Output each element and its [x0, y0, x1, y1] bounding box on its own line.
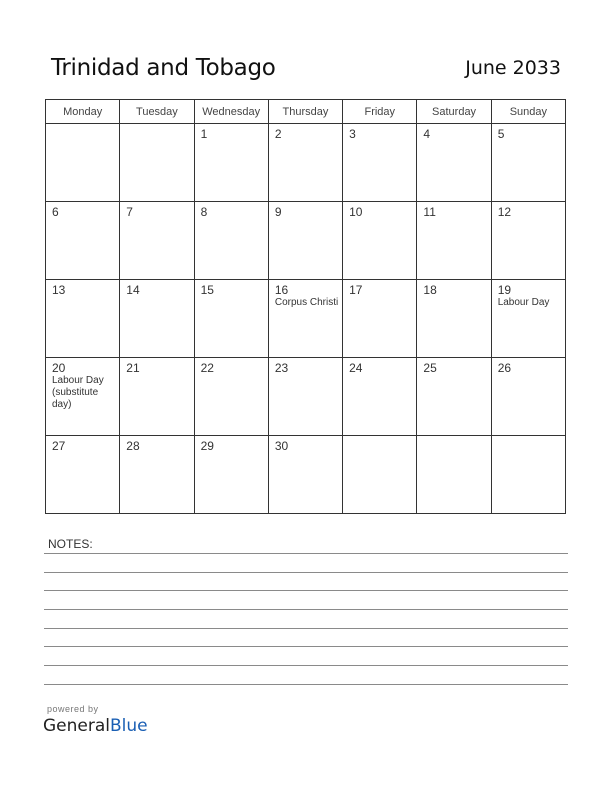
day-number: 9: [274, 205, 282, 219]
day-cell-content: [46, 280, 119, 297]
week-row: [46, 124, 566, 202]
day-cell: [268, 436, 342, 514]
day-cell-content: [492, 280, 565, 309]
day-cell-content: [343, 124, 416, 141]
calendar-month: June 2033: [465, 57, 561, 79]
brand-general: General: [43, 716, 110, 736]
day-cell: [268, 124, 342, 202]
day-number: 21: [126, 361, 140, 375]
day-cell-content: [492, 358, 565, 375]
day-cell: [268, 280, 342, 358]
week-row: [46, 436, 566, 514]
day-cell: [417, 124, 491, 202]
day-cell: [120, 280, 194, 358]
weekday-header-row: [46, 100, 566, 124]
weekday-sunday: Sunday: [491, 100, 565, 124]
day-cell-content: [269, 202, 342, 219]
day-cell-content: [269, 124, 342, 141]
day-cell-content: [120, 202, 193, 219]
day-cell-content: [492, 124, 565, 141]
day-cell: [120, 202, 194, 280]
day-cell: [194, 358, 268, 436]
weekday-saturday: Saturday: [417, 100, 491, 124]
day-cell: [46, 124, 120, 202]
day-cell-content: [417, 124, 490, 141]
day-cell-content: [269, 436, 342, 453]
day-cell: [417, 358, 491, 436]
day-number: 13: [52, 283, 66, 297]
day-cell-content: [343, 280, 416, 297]
day-cell-content: [195, 202, 268, 219]
day-cell-content: [343, 436, 416, 439]
notes-line: [44, 590, 568, 591]
weekday-wednesday: Wednesday: [194, 100, 268, 124]
day-number: 28: [126, 439, 140, 453]
day-cell: [417, 436, 491, 514]
day-cell: [491, 202, 565, 280]
day-number: 2: [274, 127, 282, 141]
day-number: 16: [274, 283, 289, 297]
notes-line: [44, 646, 568, 647]
day-cell: [46, 202, 120, 280]
week-row: [46, 358, 566, 436]
day-cell-content: [195, 280, 268, 297]
day-cell-content: [120, 124, 193, 127]
day-number: 3: [349, 127, 356, 141]
day-cell: [491, 436, 565, 514]
notes-line: [44, 628, 568, 629]
holiday-label: Corpus Christi: [274, 297, 339, 308]
notes-line: [44, 572, 568, 573]
day-cell: [268, 202, 342, 280]
day-cell: [343, 436, 417, 514]
calendar-grid: [45, 99, 566, 514]
day-cell: [46, 358, 120, 436]
day-cell: [343, 202, 417, 280]
day-number: 12: [497, 205, 512, 219]
day-cell-content: [195, 436, 268, 453]
day-number: 4: [423, 127, 431, 141]
day-number: 30: [274, 439, 289, 453]
day-number: 14: [126, 283, 140, 297]
brand-blue: Blue: [110, 716, 148, 736]
day-cell: [120, 124, 194, 202]
day-cell-content: [492, 436, 565, 439]
day-cell-content: [46, 358, 119, 411]
day-cell: [194, 280, 268, 358]
notes-line: [44, 684, 568, 685]
weekday-tuesday: Tuesday: [120, 100, 194, 124]
day-cell: [491, 280, 565, 358]
day-cell-content: [120, 436, 193, 453]
calendar-title: Trinidad and Tobago: [51, 55, 276, 81]
day-number: 20: [52, 361, 66, 375]
notes-line: [44, 553, 568, 554]
day-number: 6: [52, 205, 59, 219]
week-row: [46, 280, 566, 358]
day-cell: [343, 280, 417, 358]
day-number: 29: [200, 439, 214, 453]
day-cell: [343, 358, 417, 436]
day-cell: [194, 124, 268, 202]
week-row: [46, 202, 566, 280]
day-number: 15: [200, 283, 214, 297]
powered-by-text: powered by: [47, 704, 99, 714]
day-cell-content: [46, 124, 119, 127]
day-cell: [417, 280, 491, 358]
day-number: 23: [274, 361, 289, 375]
day-cell-content: [417, 280, 490, 297]
day-number: 11: [423, 205, 436, 219]
day-number: 18: [423, 283, 437, 297]
day-number: 8: [200, 205, 208, 219]
day-cell-content: [269, 280, 342, 309]
day-cell-content: [195, 358, 268, 375]
day-cell: [194, 202, 268, 280]
day-cell-content: [417, 202, 490, 219]
day-cell: [120, 358, 194, 436]
day-number: 1: [200, 127, 208, 141]
day-cell-content: [46, 436, 119, 453]
weekday-friday: Friday: [343, 100, 417, 124]
day-number: 10: [349, 205, 363, 219]
day-number: 22: [200, 361, 214, 375]
day-cell: [343, 124, 417, 202]
day-number: 27: [52, 439, 66, 453]
holiday-label: Labour Day: [497, 297, 550, 308]
day-number: 17: [349, 283, 363, 297]
day-cell: [417, 202, 491, 280]
weekday-monday: Monday: [46, 100, 120, 124]
day-cell: [491, 358, 565, 436]
day-cell-content: [417, 358, 490, 375]
notes-line: [44, 609, 568, 610]
day-cell: [120, 436, 194, 514]
notes-line: [44, 665, 568, 666]
day-cell-content: [120, 358, 193, 375]
day-cell-content: [492, 202, 565, 219]
day-number: 25: [423, 361, 437, 375]
day-cell-content: [269, 358, 342, 375]
day-cell-content: [120, 280, 193, 297]
day-number: 5: [497, 127, 505, 141]
notes-label: NOTES:: [48, 537, 93, 551]
day-number: 7: [126, 205, 133, 219]
day-cell: [268, 358, 342, 436]
day-cell: [491, 124, 565, 202]
day-number: 19: [497, 283, 512, 297]
day-cell-content: [343, 358, 416, 375]
day-cell: [194, 436, 268, 514]
holiday-label: Labour Day (substitute day): [52, 375, 104, 410]
day-cell: [46, 436, 120, 514]
day-cell-content: [343, 202, 416, 219]
day-cell: [46, 280, 120, 358]
brand-logo: [43, 716, 148, 736]
day-number: 24: [349, 361, 363, 375]
day-cell-content: [46, 202, 119, 219]
day-cell-content: [195, 124, 268, 141]
weekday-thursday: Thursday: [268, 100, 342, 124]
day-cell-content: [417, 436, 490, 439]
day-number: 26: [497, 361, 512, 375]
